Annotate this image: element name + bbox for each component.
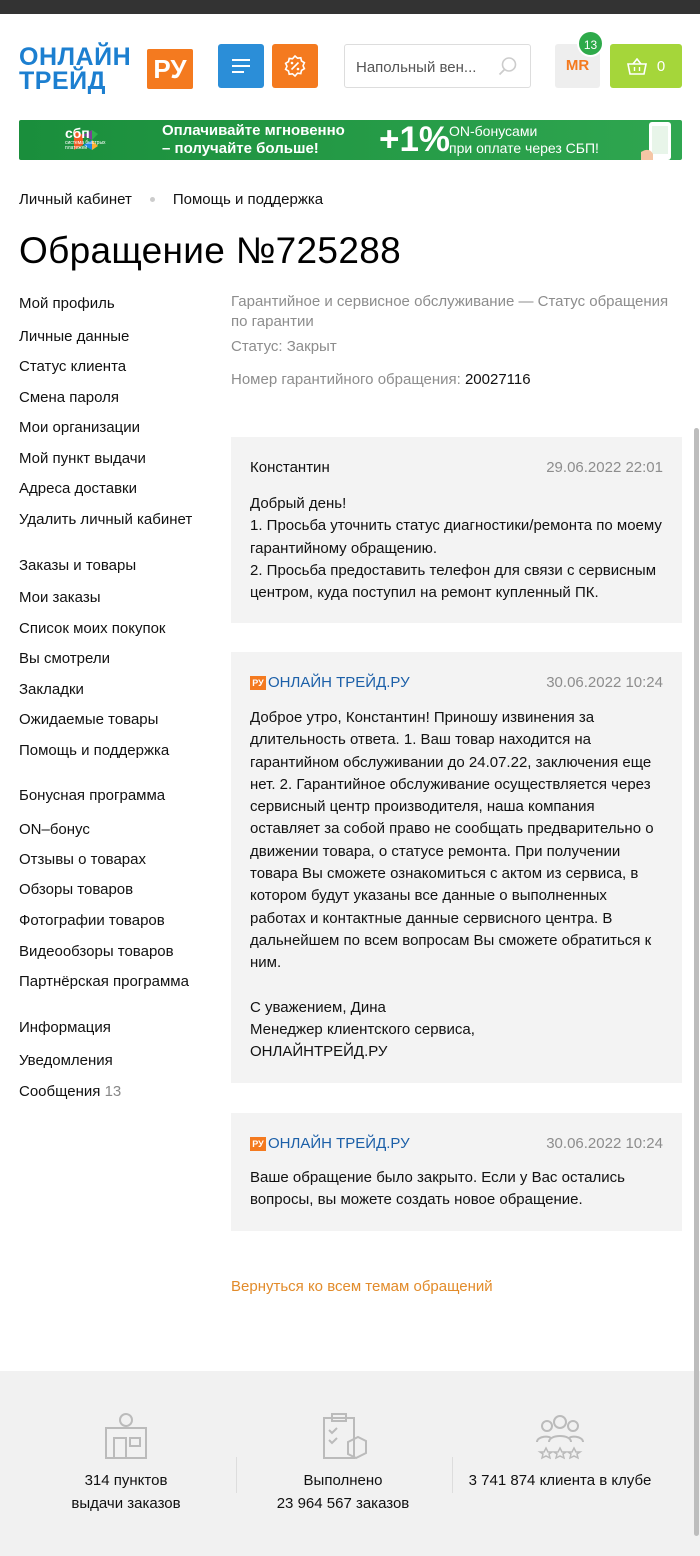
sidebar-item-organizations[interactable]: Мои организации <box>19 419 140 436</box>
message-text: Доброе утро, Константин! Приношу извинения за длительность ответа. 1. Ваш товар находится на гарантийном обслуживании до 24.07.22, заключения еще нет. 2. Гарантийное обслуживание осуществляется через сервисный центр производителя, наша компания оставляет за собой право не сообщать предварительно о движении товара, о статусе ремонта. При получении товара Вы сможете ознакомиться с актом из сервиса, в котором будут указаны все данные о выполненных работах и контактные данные сервисного центра. В дальнейшем по всем вопросам Вы сможете обратиться к ним. С уважением, Дина Менеджер клиентского сервиса, ОНЛАЙНТРЕЙД.РУ <box>250 709 654 1061</box>
banner-bonus-percent: +1% <box>379 120 451 159</box>
divider <box>236 1457 237 1493</box>
status-bar <box>0 0 700 14</box>
brand-logo-icon: РУ <box>250 1137 266 1151</box>
pickup-point-icon <box>101 1412 151 1462</box>
sidebar-item-pickup-point[interactable]: Мой пункт выдачи <box>19 450 146 467</box>
sidebar-item-purchases[interactable]: Список моих покупок <box>19 620 166 637</box>
sidebar-item-profile[interactable]: Мой профиль <box>19 295 115 312</box>
sidebar-item-partner-program[interactable]: Партнёрская программа <box>19 973 189 990</box>
sidebar-item-notifications[interactable]: Уведомления <box>19 1052 113 1069</box>
sidebar-item-messages[interactable] <box>19 1083 121 1100</box>
banner-bonus-text: ON-бонусами при оплате через СБП! <box>449 123 599 156</box>
sidebar-item-my-orders[interactable]: Мои заказы <box>19 589 101 606</box>
sidebar-item-client-status[interactable]: Статус клиента <box>19 358 127 375</box>
sidebar-item-orders-goods[interactable]: Заказы и товары <box>19 557 137 574</box>
breadcrumb-item-support[interactable]: Помощь и поддержка <box>172 191 324 208</box>
sidebar-item-viewed[interactable]: Вы смотрели <box>19 650 110 667</box>
stat-orders <box>243 1412 443 1515</box>
stat-line2: 23 964 567 заказов <box>276 1494 410 1512</box>
sbp-name: сбп <box>65 125 90 141</box>
warranty-number-label: Номер гарантийного обращения: <box>231 371 461 388</box>
brand-logo-icon: РУ <box>250 676 266 690</box>
page-title: Обращение №725288 <box>19 230 401 271</box>
sidebar-item-support[interactable]: Помощь и поддержка <box>19 742 170 759</box>
sidebar-item-personal-data[interactable]: Личные данные <box>19 328 130 345</box>
phone-icon <box>641 122 677 160</box>
stat-line2: выдачи заказов <box>71 1494 181 1512</box>
sidebar-item-product-reviews[interactable]: Отзывы о товарах <box>19 851 146 868</box>
breadcrumb-item-account[interactable]: Личный кабинет <box>19 191 132 208</box>
message-author <box>250 1135 410 1152</box>
message-author-name: ОНЛАЙН ТРЕЙД.РУ <box>268 674 410 691</box>
sidebar-item-product-photos[interactable]: Фотографии товаров <box>19 912 165 929</box>
sbp-subtitle: система быстрых платежей <box>65 140 106 151</box>
sidebar-item-product-overviews[interactable]: Обзоры товаров <box>19 881 134 898</box>
message-date: 30.06.2022 10:24 <box>546 1135 663 1152</box>
page-scrollbar[interactable] <box>694 428 699 1536</box>
search-icon[interactable] <box>498 56 518 76</box>
breadcrumb-separator <box>150 197 155 202</box>
sidebar-item-video-reviews[interactable]: Видеообзоры товаров <box>19 943 174 960</box>
message-date: 29.06.2022 22:01 <box>546 459 663 476</box>
promo-button[interactable] <box>272 44 318 88</box>
sbp-promo-banner[interactable] <box>19 120 682 160</box>
message-text: Ваше обращение было закрыто. Если у Вас остались вопросы, вы можете создать новое обращение. <box>250 1169 625 1209</box>
warranty-number-row <box>231 370 681 390</box>
sidebar-item-bookmarks[interactable]: Закладки <box>19 681 84 698</box>
menu-icon <box>232 59 250 73</box>
stat-line1: Выполнено <box>303 1472 383 1489</box>
logo-text: ОНЛАЙН ТРЕЙД <box>19 43 132 95</box>
ticket-status: Статус: Закрыт <box>231 338 337 355</box>
catalog-menu-button[interactable] <box>218 44 264 88</box>
message-author: Константин <box>250 459 330 476</box>
user-account-button[interactable]: MR <box>555 44 600 88</box>
sidebar-item-change-password[interactable]: Смена пароля <box>19 389 119 406</box>
ticket-info <box>231 292 681 390</box>
stat-pickup-points <box>26 1412 226 1515</box>
logo[interactable] <box>19 45 194 105</box>
stat-line1: 3 741 874 клиента в клубе <box>468 1472 652 1489</box>
cart-count: 0 <box>656 57 666 75</box>
stat-club-members <box>460 1412 660 1493</box>
message-card <box>231 1113 682 1231</box>
clipboard-icon <box>318 1412 368 1462</box>
logo-ru: РУ <box>147 49 193 89</box>
message-author-name: ОНЛАЙН ТРЕЙД.РУ <box>268 1135 410 1152</box>
message-author <box>250 674 410 691</box>
message-card <box>231 652 682 1083</box>
sidebar-item-label: Сообщения <box>19 1083 101 1100</box>
warranty-number: 20027116 <box>464 371 531 388</box>
notifications-badge: 13 <box>577 30 604 57</box>
search-input[interactable] <box>356 55 492 79</box>
banner-headline: Оплачивайте мгновенно – получайте больше! <box>162 122 345 157</box>
sidebar-item-on-bonus[interactable]: ON–бонус <box>19 821 90 838</box>
messages-count: 13 <box>104 1083 122 1100</box>
sidebar-item-bonus-program[interactable]: Бонусная программа <box>19 787 166 804</box>
back-to-topics-link[interactable]: Вернуться ко всем темам обращений <box>231 1278 493 1295</box>
ticket-topic: Гарантийное и сервисное обслуживание — Статус обращения по гарантии <box>231 293 669 330</box>
breadcrumb <box>19 191 323 208</box>
search-box <box>344 44 531 88</box>
discount-badge-icon <box>283 54 307 78</box>
sidebar-item-information[interactable]: Информация <box>19 1019 111 1036</box>
message-text: Добрый день! 1. Просьба уточнить статус диагностики/ремонта по моему гарантийному обращению. 2. Просьба предоставить телефон для связи с сервисным центром, куда поступил на ремонт купленный ПК. <box>250 495 662 602</box>
basket-icon <box>627 58 647 75</box>
cart-button[interactable] <box>610 44 682 88</box>
sidebar-item-expected[interactable]: Ожидаемые товары <box>19 711 159 728</box>
message-date: 30.06.2022 10:24 <box>546 674 663 691</box>
sidebar-item-delete-account[interactable]: Удалить личный кабинет <box>19 511 193 528</box>
club-members-icon <box>535 1412 585 1462</box>
sidebar-item-delivery-addresses[interactable]: Адреса доставки <box>19 480 138 497</box>
divider <box>452 1457 453 1493</box>
stat-line1: 314 пунктов <box>84 1472 168 1489</box>
message-card <box>231 437 682 623</box>
